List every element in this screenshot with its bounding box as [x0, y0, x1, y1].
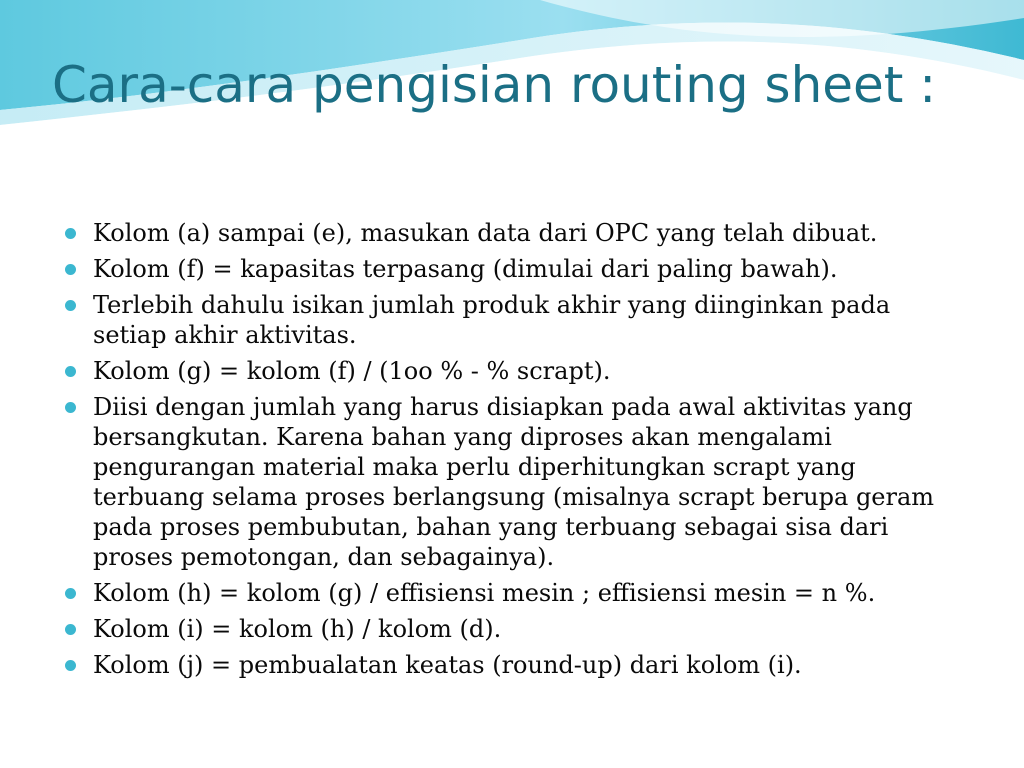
bullet-item	[63, 392, 968, 572]
bullet-dot-icon	[65, 228, 76, 239]
slide-title: Cara-cara pengisian routing sheet :	[52, 56, 937, 114]
bullet-dot-icon	[65, 624, 76, 635]
bullet-dot-icon	[65, 588, 76, 599]
bullet-list	[63, 218, 968, 686]
bullet-text: Kolom (g) = kolom (f) / (1oo % - % scrapt).	[93, 357, 611, 385]
bullet-text: Terlebih dahulu isikan jumlah produk akhir yang diinginkan pada setiap akhir aktivitas.	[93, 291, 891, 349]
bullet-text: Kolom (f) = kapasitas terpasang (dimulai dari paling bawah).	[93, 255, 838, 283]
bullet-dot-icon	[65, 660, 76, 671]
bullet-dot-icon	[65, 264, 76, 275]
bullet-text: Kolom (i) = kolom (h) / kolom (d).	[93, 615, 502, 643]
bullet-item	[63, 356, 968, 386]
bullet-text: Kolom (a) sampai (e), masukan data dari OPC yang telah dibuat.	[93, 219, 878, 247]
bullet-text: Kolom (h) = kolom (g) / effisiensi mesin ; effisiensi mesin = n %.	[93, 579, 876, 607]
bullet-text: Diisi dengan jumlah yang harus disiapkan pada awal aktivitas yang bersangkutan. Karena bahan yang diproses akan mengalami pengurangan material maka perlu diperhitungkan scrapt yang terbuang selama proses berlangsung (misalnya scrapt berupa geram pada proses pembubutan, bahan yang terbuang sebagai sisa dari proses pemotongan, dan sebagainya).	[93, 393, 935, 571]
bullet-item	[63, 218, 968, 248]
bullet-dot-icon	[65, 366, 76, 377]
bullet-item	[63, 290, 968, 350]
bullet-item	[63, 254, 968, 284]
bullet-item	[63, 578, 968, 608]
bullet-item	[63, 650, 968, 680]
bullet-item	[63, 614, 968, 644]
bullet-dot-icon	[65, 402, 76, 413]
bullet-dot-icon	[65, 300, 76, 311]
bullet-text: Kolom (j) = pembualatan keatas (round-up) dari kolom (i).	[93, 651, 802, 679]
